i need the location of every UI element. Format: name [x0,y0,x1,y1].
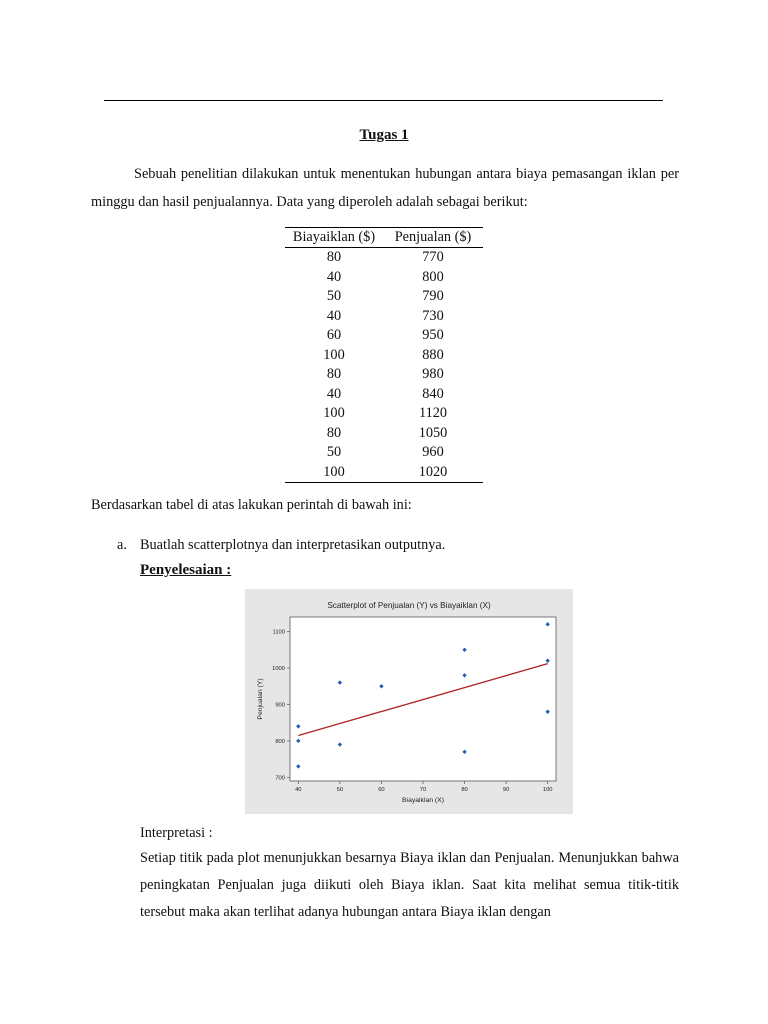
table-header-x: Biayaiklan ($) [285,228,383,248]
x-axis-label: Biayaiklan (X) [402,797,444,804]
table-row [285,268,483,288]
intro-paragraph: Sebuah penelitian dilakukan untuk menentukan hubungan antara biaya pemasangan iklan per minggu dan hasil penjualannya. Data yang diperoleh adalah sebagai berikut: [91,166,679,210]
interpretation-label: Interpretasi : [140,825,213,841]
table-row [285,287,483,307]
instruction-text: Berdasarkan tabel di atas lakukan perintah di bawah ini: [91,497,412,513]
table-cell: 80 [326,366,342,382]
table-header-row [285,228,483,248]
table-row [285,404,483,424]
chart-title: Scatterplot of Penjualan (Y) vs Biayaiklan (X) [327,601,491,610]
table-cell: 1020 [383,463,483,483]
table-row [285,385,483,405]
table-row [285,248,483,268]
x-tick-label: 80 [461,787,468,793]
y-tick-label: 700 [275,775,285,782]
table-cell: 40 [326,307,342,324]
x-tick-label: 90 [502,787,510,793]
scatterplot-svg [245,589,573,814]
task-letter: a. [117,537,127,553]
table-row [285,463,483,483]
table-cell: 950 [422,327,444,343]
table-cell: 100 [323,405,345,421]
table-cell: 840 [422,385,444,402]
table-cell: 1050 [418,424,448,441]
data-table [285,227,483,483]
page-title: Tugas 1 [359,127,409,143]
table-cell: 100 [285,463,383,483]
x-tick-label: 100 [542,787,553,793]
table-cell: 880 [422,346,444,363]
solution-heading: Penyelesaian : [140,562,232,578]
table-row [285,346,483,366]
table-cell: 770 [422,249,444,265]
x-tick-label: 70 [419,787,427,793]
y-tick-label: 1000 [272,666,285,673]
table-row [285,443,483,463]
table-cell: 40 [326,268,342,285]
y-tick-label: 900 [275,702,285,709]
task-text: Buatlah scatterplotnya dan interpretasikan outputnya. [140,537,446,553]
scatterplot-chart [245,589,573,814]
x-tick-label: 60 [378,787,385,793]
table-header-y: Penjualan ($) [383,228,483,248]
table-cell: 730 [422,307,444,324]
table-cell: 100 [323,346,345,363]
y-tick-label: 800 [275,738,285,745]
table-cell: 50 [326,288,342,304]
top-rule [104,100,663,101]
y-axis-label: Penjualan (Y) [257,678,264,720]
table-cell: 60 [326,327,342,343]
table-cell: 50 [326,444,342,460]
table-row [285,424,483,444]
table-cell: 80 [326,249,342,265]
table-cell: 1120 [418,405,448,421]
table-row [285,326,483,346]
table-cell: 980 [422,366,444,382]
table-cell: 960 [422,444,444,460]
x-tick-label: 40 [295,787,302,793]
y-tick-label: 1100 [272,629,285,636]
table-cell: 80 [326,424,342,441]
table-cell: 800 [422,268,444,285]
table-row [285,307,483,327]
interpretation-text: Setiap titik pada plot menunjukkan besarnya Biaya iklan dan Penjualan. Menunjukkan bahwa peningkatan Penjualan juga diikuti oleh Biaya iklan. Saat kita melihat semua titik-titik tersebut maka akan terlihat adanya hubungan antara Biaya iklan dengan [140,850,679,920]
table-row [285,365,483,385]
table-cell: 40 [326,385,342,402]
x-tick-label: 50 [336,787,344,793]
table-cell: 790 [422,288,444,304]
